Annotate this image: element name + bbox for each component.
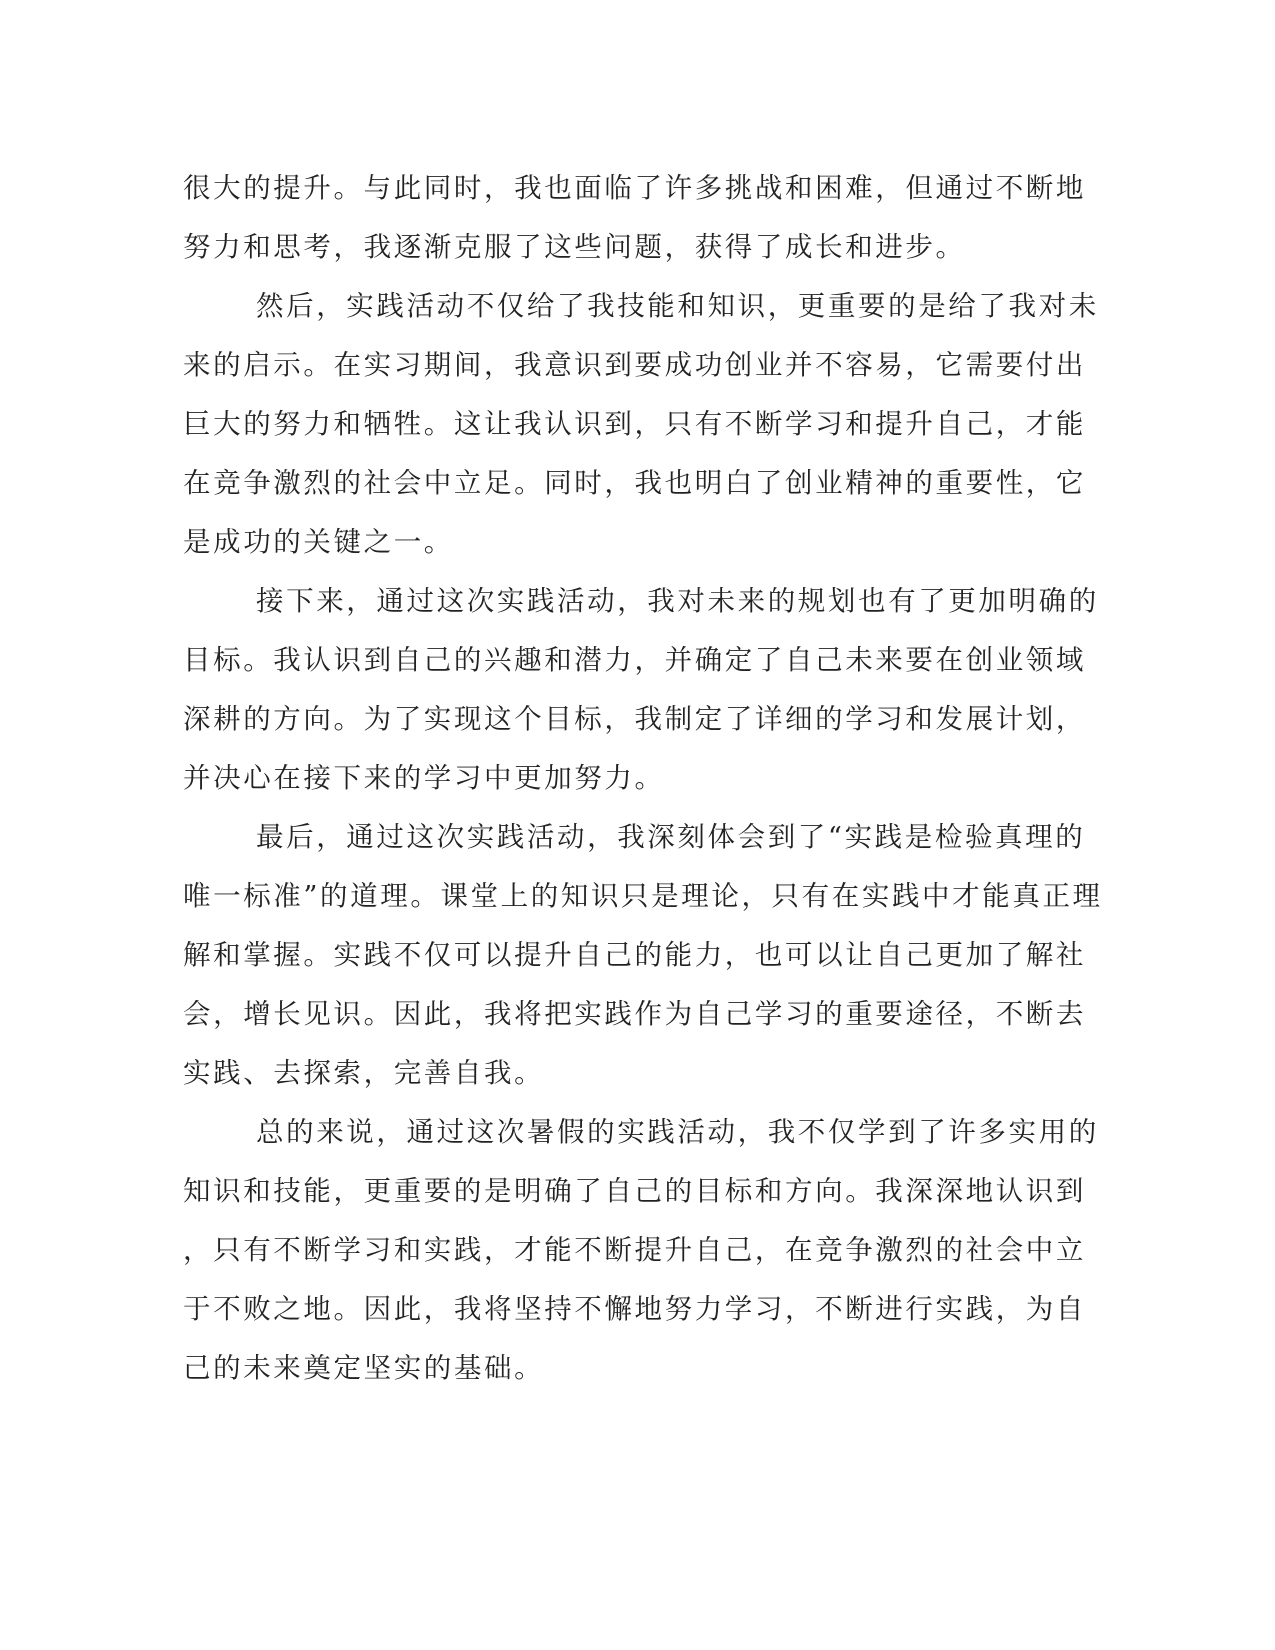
text-line: 深耕的方向。为了实现这个目标，我制定了详细的学习和发展计划，: [183, 703, 1086, 735]
text-line: 然后，实践活动不仅给了我技能和知识，更重要的是给了我对未: [256, 290, 1099, 322]
text-line: 来的启示。在实习期间，我意识到要成功创业并不容易，它需要付出: [183, 349, 1086, 381]
text-line: 唯一标准”的道理。课堂上的知识只是理论，只有在实践中才能真正理: [183, 880, 1103, 912]
text-line: 于不败之地。因此，我将坚持不懈地努力学习，不断进行实践，为自: [183, 1293, 1086, 1325]
text-line: 巨大的努力和牺牲。这让我认识到，只有不断学习和提升自己，才能: [183, 408, 1086, 440]
text-line: 会，增长见识。因此，我将把实践作为自己学习的重要途径，不断去: [183, 998, 1086, 1030]
text-line: 在竞争激烈的社会中立足。同时，我也明白了创业精神的重要性，它: [183, 467, 1086, 499]
text-line: 是成功的关键之一。: [183, 526, 454, 558]
text-line: 并决心在接下来的学习中更加努力。: [183, 762, 665, 794]
text-line: 很大的提升。与此同时，我也面临了许多挑战和困难，但通过不断地: [183, 172, 1086, 204]
document-body: [183, 159, 1103, 1398]
text-line: 总的来说，通过这次暑假的实践活动，我不仅学到了许多实用的: [256, 1116, 1099, 1148]
text-line: 努力和思考，我逐渐克服了这些问题，获得了成长和进步。: [183, 231, 966, 263]
text-line: 目标。我认识到自己的兴趣和潜力，并确定了自己未来要在创业领域: [183, 644, 1086, 676]
text-line: 实践、去探索，完善自我。: [183, 1057, 545, 1089]
text-line: 己的未来奠定坚实的基础。: [183, 1352, 545, 1384]
text-line: ，只有不断学习和实践，才能不断提升自己，在竞争激烈的社会中立: [183, 1234, 1086, 1266]
text-line: 解和掌握。实践不仅可以提升自己的能力，也可以让自己更加了解社: [183, 939, 1086, 971]
text-line: 最后，通过这次实践活动，我深刻体会到了“实践是检验真理的: [256, 821, 1086, 853]
text-line: 知识和技能，更重要的是明确了自己的目标和方向。我深深地认识到: [183, 1175, 1086, 1207]
text-line: 接下来，通过这次实践活动，我对未来的规划也有了更加明确的: [256, 585, 1099, 617]
